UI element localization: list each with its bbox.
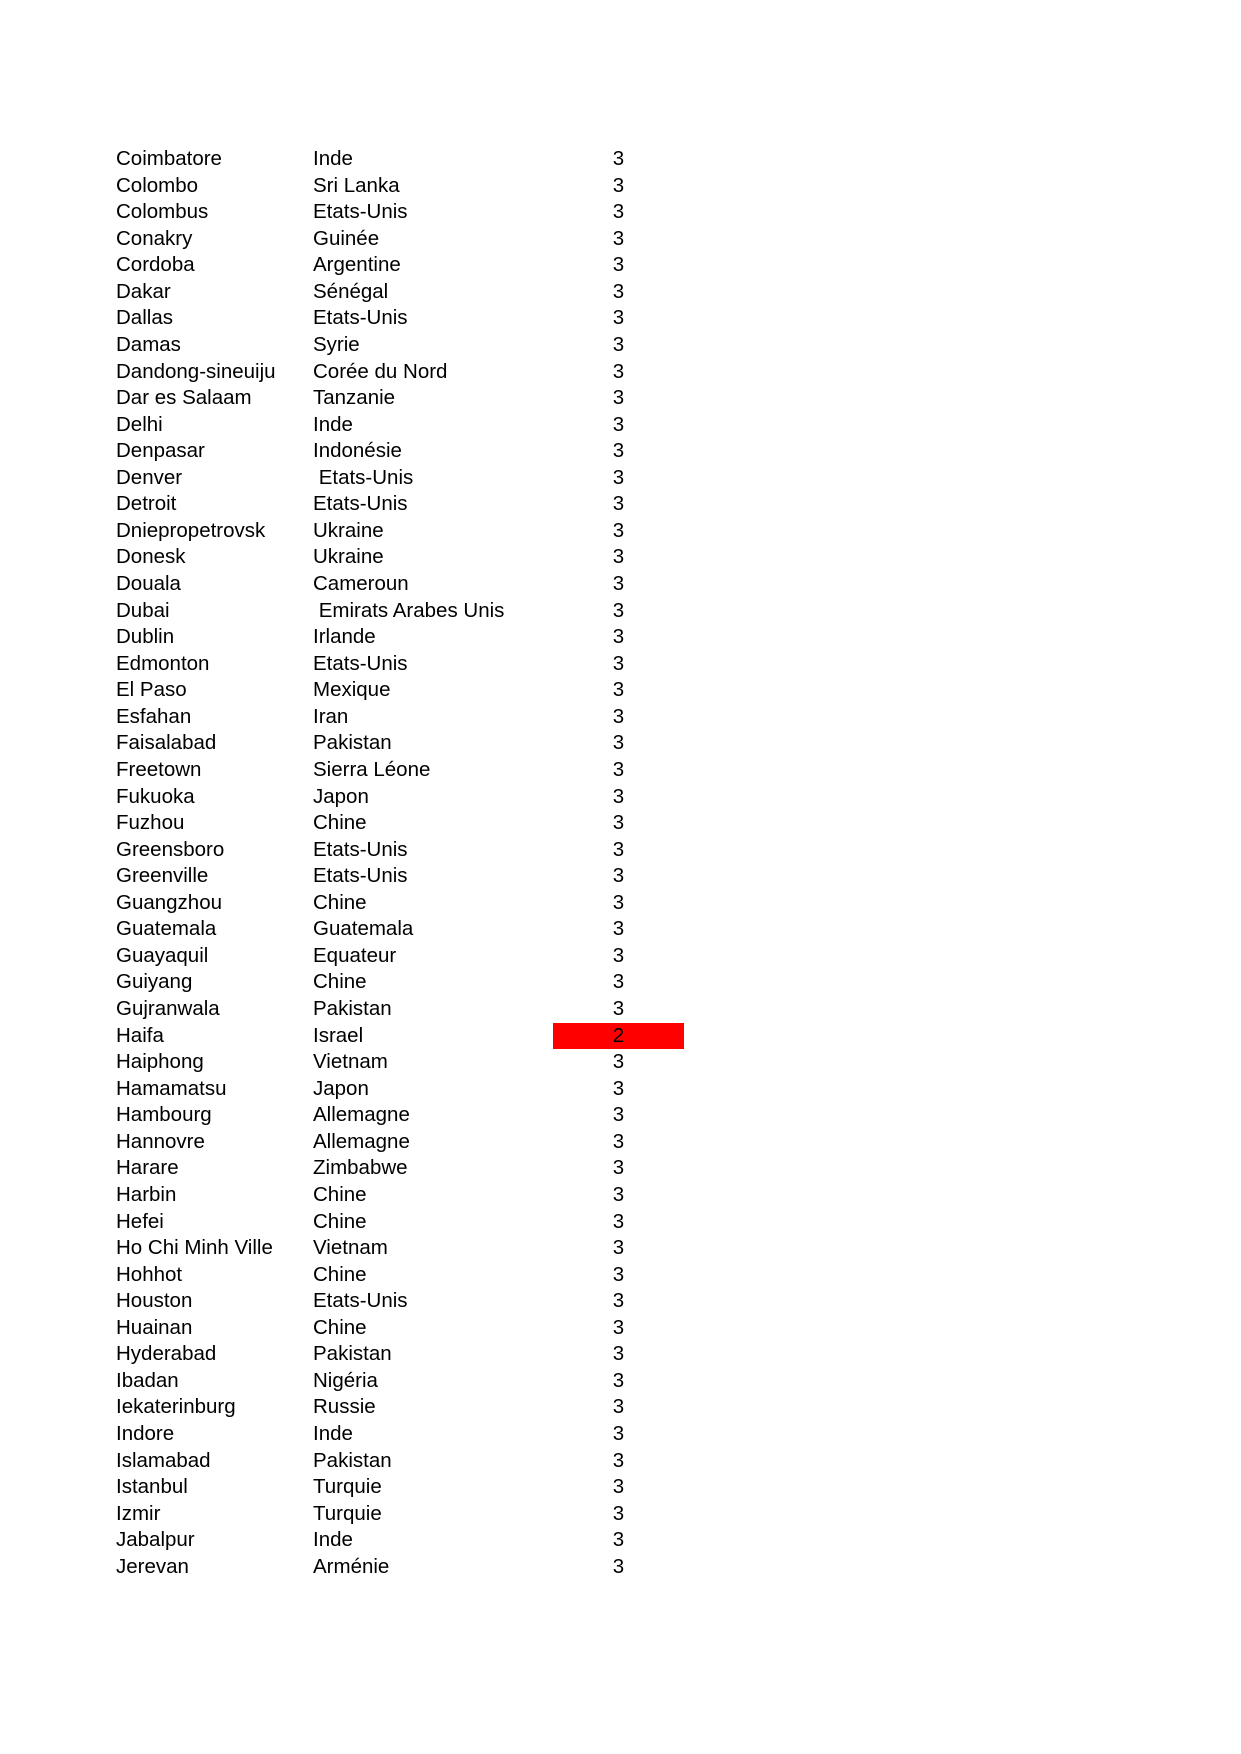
table-row [0,412,1241,439]
score-cell[interactable]: 3 [612,1395,625,1419]
table-row [0,1288,1241,1315]
city-cell[interactable]: Edmonton [116,651,210,675]
country-cell[interactable]: Etats-Unis [313,864,408,888]
city-cell[interactable]: Denver [116,465,183,489]
country-cell[interactable]: Pakistan [313,731,392,755]
country-cell[interactable]: Allemagne [313,1103,410,1127]
city-cell[interactable]: Dallas [116,306,173,330]
table-row [0,677,1241,704]
city-cell[interactable]: Dandong-sineuiju [116,359,276,383]
country-cell[interactable]: Chine [313,1262,367,1286]
table-row [0,199,1241,226]
score-cell[interactable]: 3 [612,890,625,914]
country-cell[interactable]: Inde [313,412,353,436]
country-cell[interactable]: Sierra Léone [313,757,431,781]
table-row [0,359,1241,386]
table-row [0,969,1241,996]
score-cell[interactable]: 3 [612,864,625,888]
highlighted-score-cell[interactable]: 2 [553,1023,684,1050]
table-row [0,1235,1241,1262]
table-row [0,1554,1241,1581]
table-row [0,518,1241,545]
country-cell[interactable]: Tanzanie [313,386,396,410]
score-cell[interactable]: 3 [612,1289,625,1313]
country-cell[interactable]: Equateur [313,943,397,967]
city-cell[interactable]: Hefei [116,1209,164,1233]
score-cell[interactable]: 3 [612,1182,625,1206]
table-row [0,1474,1241,1501]
score-cell[interactable]: 3 [612,147,625,170]
score-cell[interactable]: 3 [612,465,625,489]
country-cell[interactable]: Nigéria [313,1368,378,1392]
score-cell[interactable]: 3 [612,784,625,808]
country-cell[interactable]: Guinée [313,226,380,250]
table-row [0,1368,1241,1395]
city-cell[interactable]: Islamabad [116,1448,211,1472]
table-row [0,305,1241,332]
country-cell[interactable]: Arménie [313,1554,390,1578]
city-cell[interactable]: Dublin [116,625,175,649]
score-cell[interactable]: 3 [612,598,625,622]
score-cell[interactable]: 3 [612,1236,625,1260]
table-row [0,996,1241,1023]
city-cell[interactable]: Greensboro [116,837,225,861]
country-cell[interactable]: Etats-Unis [313,1289,408,1313]
score-cell[interactable]: 3 [612,332,625,356]
country-cell[interactable]: Etats-Unis [313,465,414,489]
city-cell[interactable]: Huainan [116,1315,193,1339]
table-row [0,943,1241,970]
score-cell[interactable]: 3 [612,704,625,728]
table-row [0,810,1241,837]
score-cell[interactable]: 3 [612,651,625,675]
city-cell[interactable]: Haifa [116,1023,164,1047]
country-cell[interactable]: Chine [313,890,367,914]
score-cell[interactable]: 3 [612,731,625,755]
table-row [0,226,1241,253]
table-row [0,1448,1241,1475]
city-cell[interactable]: Fukuoka [116,784,195,808]
table-row [0,863,1241,890]
country-cell[interactable]: Syrie [313,332,360,356]
country-cell[interactable]: Chine [313,1209,367,1233]
score-cell[interactable]: 3 [612,173,625,197]
country-cell[interactable]: Ukraine [313,545,384,569]
score-cell[interactable]: 3 [612,1368,625,1392]
score-cell[interactable]: 3 [612,625,625,649]
score-cell[interactable]: 3 [612,678,625,702]
country-cell[interactable]: Chine [313,1315,367,1339]
score-cell[interactable]: 3 [612,253,625,277]
country-cell[interactable]: Vietnam [313,1236,388,1260]
score-cell[interactable]: 3 [612,412,625,436]
city-cell[interactable]: Freetown [116,757,202,781]
score-cell[interactable]: 3 [612,1342,625,1366]
city-cell[interactable]: Damas [116,332,181,356]
table-row [0,1527,1241,1554]
country-cell[interactable]: Etats-Unis [313,306,408,330]
table-row [0,1209,1241,1236]
score-cell[interactable]: 3 [612,1422,625,1445]
table-row [0,757,1241,784]
city-cell[interactable]: Gujranwala [116,997,220,1020]
city-cell[interactable]: Ho Chi Minh Ville [116,1236,273,1260]
country-cell[interactable]: Cameroun [313,572,409,595]
table-row [0,1394,1241,1421]
score-cell[interactable]: 3 [612,1050,625,1074]
score-cell[interactable]: 3 [612,545,625,569]
city-cell[interactable]: Hohhot [116,1262,183,1286]
table-row [0,146,1241,173]
city-cell[interactable]: Coimbatore [116,147,222,170]
city-cell[interactable]: Guangzhou [116,890,223,914]
country-cell[interactable]: Guatemala [313,917,414,941]
city-cell[interactable]: Delhi [116,412,163,436]
city-cell[interactable]: Dakar [116,279,171,303]
table-row [0,279,1241,306]
score-cell[interactable]: 3 [612,200,625,224]
city-cell[interactable]: Haiphong [116,1050,204,1074]
score-cell[interactable]: 3 [612,1528,625,1552]
city-cell[interactable]: Colombo [116,173,199,197]
city-cell[interactable]: Esfahan [116,704,192,728]
table-row [0,1315,1241,1342]
table-row [0,544,1241,571]
country-cell[interactable]: Japon [313,1076,369,1100]
table-row [0,1102,1241,1129]
score-cell[interactable]: 3 [612,306,625,330]
country-cell[interactable]: Vietnam [313,1050,388,1074]
city-cell[interactable]: Hyderabad [116,1342,217,1366]
table-row [0,1023,1241,1050]
country-cell[interactable]: Pakistan [313,1448,392,1472]
country-cell[interactable]: Zimbabwe [313,1156,408,1180]
city-cell[interactable]: Cordoba [116,253,195,277]
city-cell[interactable]: Jerevan [116,1554,189,1578]
city-cell[interactable]: Hambourg [116,1103,212,1127]
city-cell[interactable]: Conakry [116,226,193,250]
score-cell[interactable]: 3 [612,1501,625,1525]
score-cell[interactable]: 3 [612,1475,625,1499]
country-cell[interactable]: Inde [313,1422,353,1445]
city-cell[interactable]: Iekaterinburg [116,1395,236,1419]
country-cell[interactable]: Pakistan [313,1342,392,1366]
city-cell[interactable]: Istanbul [116,1475,188,1499]
country-cell[interactable]: Indonésie [313,439,402,463]
country-cell[interactable]: Etats-Unis [313,837,408,861]
score-cell[interactable]: 3 [612,1262,625,1286]
country-cell[interactable]: Allemagne [313,1129,410,1153]
country-cell[interactable]: Israel [313,1023,364,1047]
score-cell[interactable]: 3 [612,1315,625,1339]
city-cell[interactable]: Guayaquil [116,943,209,967]
country-cell[interactable]: Inde [313,147,353,170]
score-cell[interactable]: 3 [612,837,625,861]
country-cell[interactable]: Mexique [313,678,391,702]
spreadsheet-page [0,146,1241,1580]
table-row [0,837,1241,864]
table-row [0,332,1241,359]
country-cell[interactable]: Chine [313,811,367,835]
table-row [0,704,1241,731]
table-row [0,438,1241,465]
score-cell[interactable]: 3 [612,811,625,835]
score-cell[interactable]: 3 [612,997,625,1020]
score-cell[interactable]: 3 [612,1554,625,1578]
table-row [0,1076,1241,1103]
city-cell[interactable]: Jabalpur [116,1528,195,1552]
country-cell[interactable]: Inde [313,1528,353,1552]
country-cell[interactable]: Japon [313,784,369,808]
score-cell[interactable]: 3 [612,359,625,383]
country-cell[interactable]: Etats-Unis [313,200,408,224]
table-row [0,730,1241,757]
score-cell[interactable]: 3 [612,226,625,250]
table-row [0,1049,1241,1076]
country-cell[interactable]: Sénégal [313,279,389,303]
table-row [0,651,1241,678]
table-row [0,1421,1241,1448]
score-cell[interactable]: 3 [612,439,625,463]
table-row [0,465,1241,492]
city-cell[interactable]: Denpasar [116,439,205,463]
score-cell[interactable]: 3 [612,1156,625,1180]
table-row [0,1341,1241,1368]
city-cell[interactable]: Izmir [116,1501,161,1525]
table-row [0,491,1241,518]
table-row [0,1155,1241,1182]
country-cell[interactable]: Etats-Unis [313,651,408,675]
table-row [0,916,1241,943]
score-cell[interactable]: 3 [612,1076,625,1100]
city-cell[interactable]: Indore [116,1422,175,1445]
city-cell[interactable]: Hamamatsu [116,1076,227,1100]
city-cell[interactable]: Hannovre [116,1129,205,1153]
city-cell[interactable]: Dubai [116,598,170,622]
table-row [0,173,1241,200]
table-row [0,1182,1241,1209]
score-cell[interactable]: 3 [612,1129,625,1153]
table-row [0,1501,1241,1528]
score-cell[interactable]: 3 [612,386,625,410]
city-cell[interactable]: El Paso [116,678,187,702]
table-row [0,571,1241,598]
city-cell[interactable]: Guatemala [116,917,217,941]
table-row [0,252,1241,279]
city-cell[interactable]: Douala [116,572,181,595]
country-cell[interactable]: Turquie [313,1501,382,1525]
city-cell[interactable]: Dniepropetrovsk [116,518,266,542]
country-cell[interactable]: Corée du Nord [313,359,448,383]
city-cell[interactable]: Dar es Salaam [116,386,252,410]
table-row [0,385,1241,412]
table-row [0,784,1241,811]
city-cell[interactable]: Donesk [116,545,186,569]
score-cell[interactable]: 3 [612,1448,625,1472]
score-cell[interactable]: 3 [612,757,625,781]
city-cell[interactable]: Fuzhou [116,811,185,835]
table-row [0,1129,1241,1156]
table-row [0,890,1241,917]
table-row [0,1262,1241,1289]
country-cell[interactable]: Chine [313,1182,367,1206]
score-cell[interactable]: 3 [612,1103,625,1127]
country-cell[interactable]: Pakistan [313,997,392,1020]
country-cell[interactable]: Chine [313,970,367,994]
country-cell[interactable]: Argentine [313,253,401,277]
score-cell[interactable]: 3 [612,1209,625,1233]
country-cell[interactable]: Emirats Arabes Unis [313,598,505,622]
city-cell[interactable]: Ibadan [116,1368,179,1392]
score-cell[interactable]: 3 [612,572,625,595]
country-cell[interactable]: Etats-Unis [313,492,408,516]
city-cell[interactable]: Detroit [116,492,177,516]
table-row [0,598,1241,625]
score-cell[interactable]: 3 [612,917,625,941]
score-cell[interactable]: 3 [612,970,625,994]
score-cell[interactable]: 3 [612,943,625,967]
city-cell[interactable]: Guiyang [116,970,193,994]
score-cell[interactable]: 3 [612,492,625,516]
city-cell[interactable]: Greenville [116,864,209,888]
country-cell[interactable]: Ukraine [313,518,384,542]
city-cell[interactable]: Harare [116,1156,179,1180]
city-cell[interactable]: Faisalabad [116,731,217,755]
city-cell[interactable]: Colombus [116,200,209,224]
table-row [0,624,1241,651]
country-cell[interactable]: Iran [313,704,349,728]
score-cell[interactable]: 3 [612,518,625,542]
country-cell[interactable]: Irlande [313,625,376,649]
city-cell[interactable]: Harbin [116,1182,177,1206]
country-cell[interactable]: Russie [313,1395,376,1419]
country-cell[interactable]: Turquie [313,1475,382,1499]
score-cell[interactable]: 3 [612,279,625,303]
city-cell[interactable]: Houston [116,1289,193,1313]
country-cell[interactable]: Sri Lanka [313,173,400,197]
